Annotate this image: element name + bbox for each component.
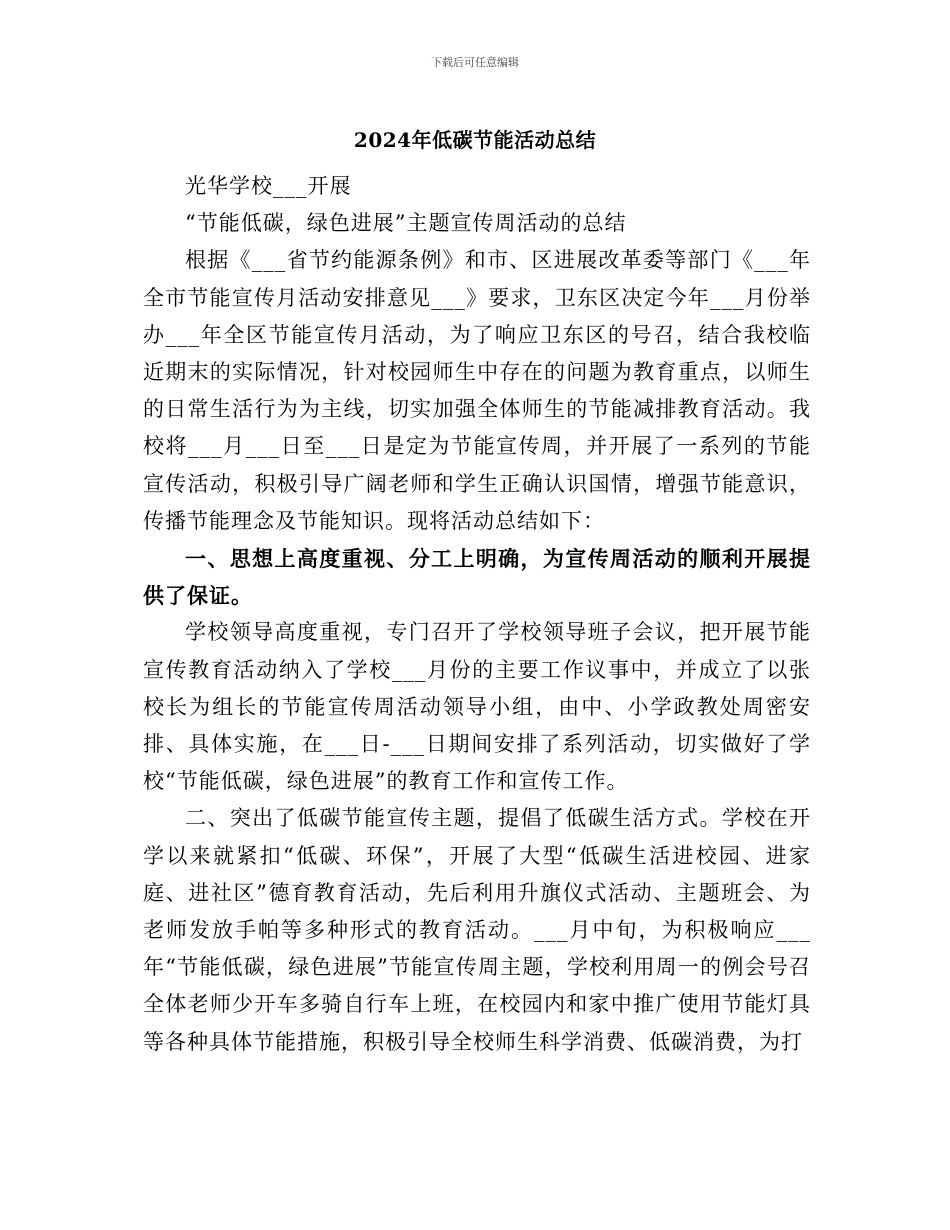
document-title: 2024年低碳节能活动总结 xyxy=(353,128,597,152)
paragraph-school: 光华学校___开展 xyxy=(185,174,352,198)
document-body xyxy=(143,168,811,1061)
section-heading-1: 一、思想上高度重视、分工上明确，为宣传周活动的顺利开展提供了保证。 xyxy=(143,546,811,609)
paragraph-subtitle: “节能低碳，绿色进展”主题宣传周活动的总结 xyxy=(185,211,627,236)
paragraph-section-2: 二、突出了低碳节能宣传主题，提倡了低碳生活方式。学校在开学以来就紧扣“低碳、环保”，开展了大型“低碳生活进校园、进家庭、进社区”德育教育活动，先后利用升旗仪式活动、主题班会、为老师发放手帕等多种形式的教育活动。___月中旬，为积极响应___年“节能低碳，绿色进展”节能宣传周主题，学校利用周一的例会号召全体老师少开车多骑自行车上班，在校园内和家中推广使用节能灯具等各种具体节能措施，积极引导全校师生科学消费、低碳消费，为打 xyxy=(143,806,811,1054)
header-note: 下载后可任意编辑 xyxy=(431,56,519,69)
paragraph-section-1: 学校领导高度重视，专门召开了学校领导班子会议，把开展节能宣传教育活动纳入了学校___月份的主要工作议事中，并成立了以张校长为组长的节能宣传周活动领导小组，由中、小学政教处周密安排、具体实施，在___日-___日期间安排了系列活动，切实做好了学校“节能低碳，绿色进展”的教育工作和宣传工作。 xyxy=(143,620,811,794)
paragraph-intro: 根据《___省节约能源条例》和市、区进展改革委等部门《___年全市节能宣传月活动安排意见___》要求，卫东区决定今年___月份举办___年全区节能宣传月活动，为了响应卫东区的号召，结合我校临近期末的实际情况，针对校园师生中存在的问题为教育重点，以师生的日常生活行为为主线，切实加强全体师生的节能减排教育活动。我校将___月___日至___日是定为节能宣传周，并开展了一系列的节能宣传活动，积极引导广阔老师和学生正确认识国情，增强节能意识，传播节能理念及节能知识。现将活动总结如下： xyxy=(143,248,811,533)
